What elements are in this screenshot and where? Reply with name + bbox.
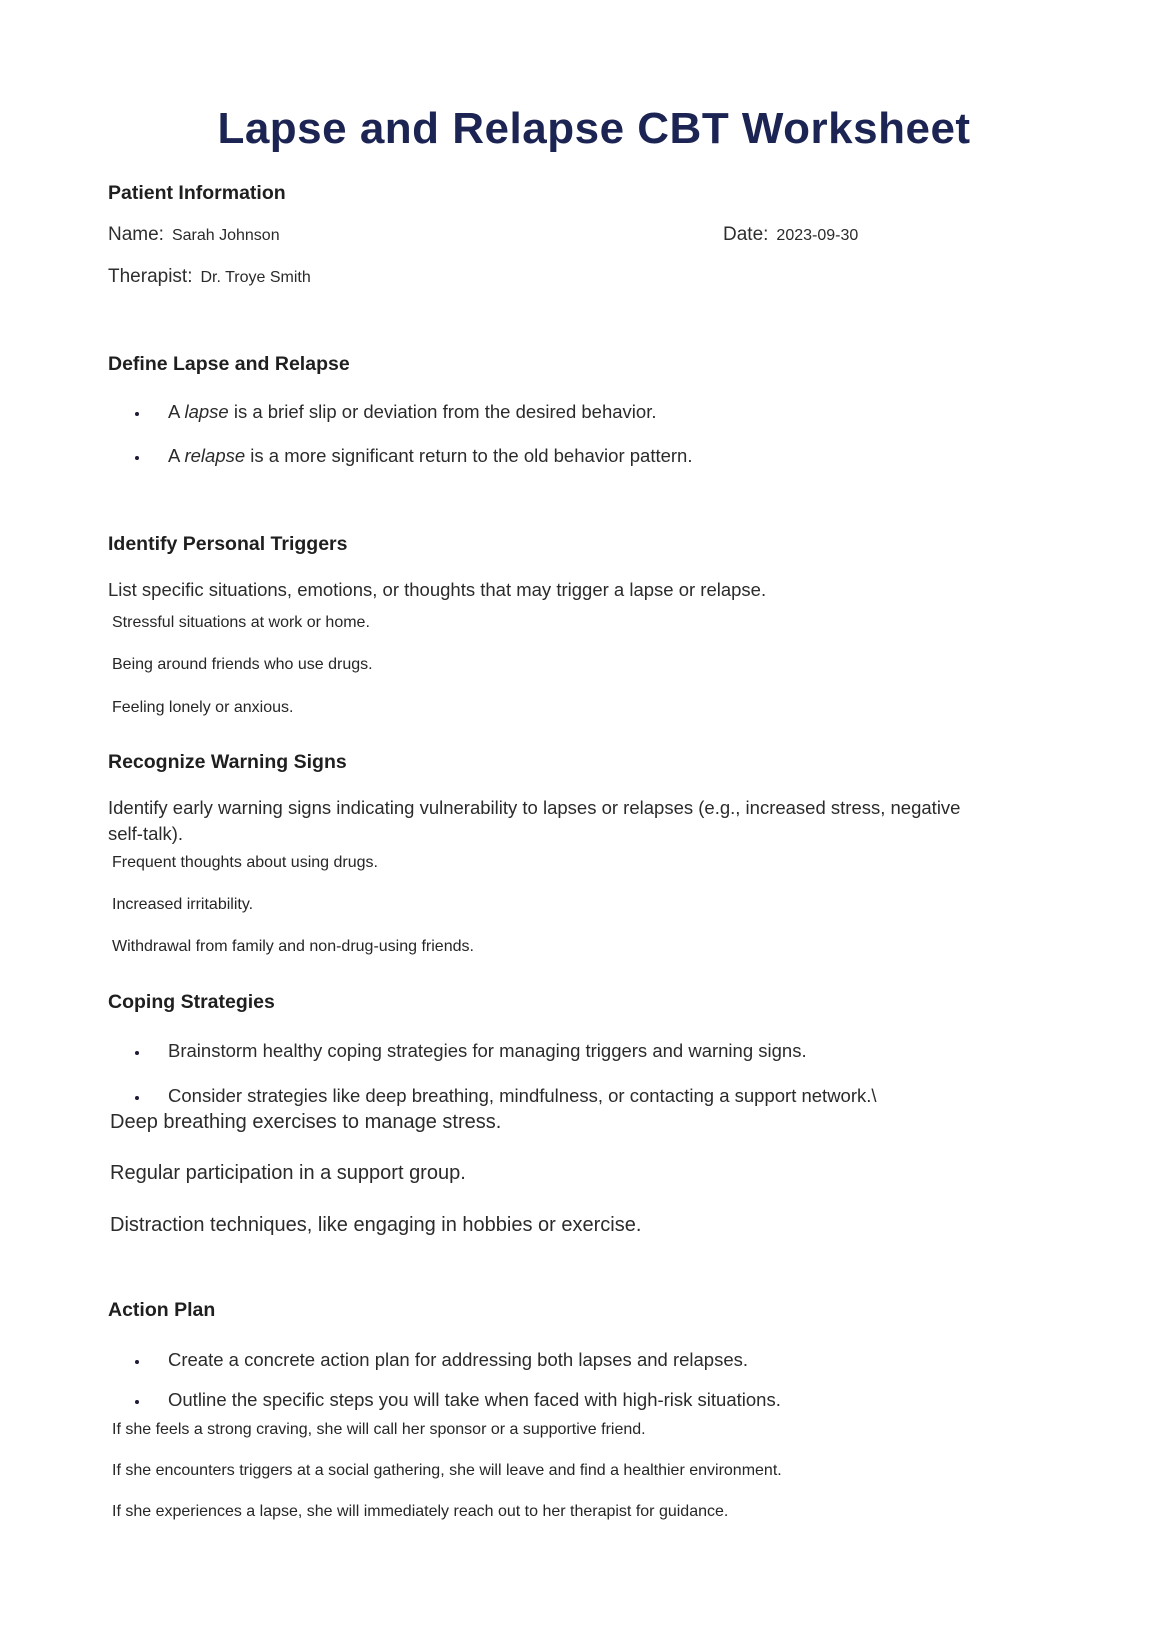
therapist-label: Therapist: — [108, 266, 193, 288]
coping-strategies-heading: Coping Strategies — [108, 990, 275, 1013]
name-value: Sarah Johnson — [171, 227, 280, 245]
action-plan-bullet-list — [108, 1349, 1080, 1411]
bullet-text: is a more significant return to the old behavior pattern. — [245, 444, 693, 466]
define-bullet-list — [108, 401, 1080, 467]
patient-info-heading: Patient Information — [108, 182, 286, 205]
warning-answer: Withdrawal from family and non-drug-using friends. — [112, 937, 474, 955]
bullet-italic-term: lapse — [184, 400, 229, 422]
warning-signs-heading: Recognize Warning Signs — [108, 751, 347, 774]
name-date-row — [108, 224, 1080, 246]
define-heading: Define Lapse and Relapse — [108, 352, 350, 375]
coping-answer: Distraction techniques, like engaging in hobbies or exercise. — [110, 1213, 642, 1236]
warning-answer: Increased irritability. — [112, 896, 254, 914]
bullet-text: A — [168, 444, 185, 466]
warning-signs-instruction: Identify early warning signs indicating vulnerability to lapses or relapses (e.g., increased stress, negative self-talk). — [108, 797, 961, 845]
triggers-instruction: List specific situations, emotions, or thoughts that may trigger a lapse or relapse. — [108, 578, 767, 600]
coping-answer: Deep breathing exercises to manage stress. — [110, 1110, 502, 1133]
action-plan-heading: Action Plan — [108, 1299, 216, 1322]
coping-strategies-section — [108, 991, 1080, 1237]
trigger-answer: Feeling lonely or anxious. — [112, 699, 294, 717]
coping-bullet-list — [108, 1040, 1080, 1107]
therapist-value: Dr. Troye Smith — [200, 269, 311, 287]
action-plan-answer: If she experiences a lapse, she will immediately reach out to her therapist for guidance. — [112, 1502, 729, 1520]
triggers-section — [108, 533, 1080, 719]
patient-info-section — [108, 182, 1080, 288]
page-title: Lapse and Relapse CBT Worksheet — [217, 104, 971, 153]
bullet-italic-term: relapse — [184, 444, 246, 466]
date-value: 2023-09-30 — [776, 227, 859, 245]
coping-answer: Regular participation in a support group. — [110, 1162, 466, 1185]
define-bullet-lapse — [150, 401, 1080, 423]
coping-bullet: • Brainstorm healthy coping strategies for managing triggers and warning signs. — [150, 1040, 1080, 1062]
warning-signs-section — [108, 751, 1080, 957]
name-field — [108, 224, 280, 246]
trigger-answer: Stressful situations at work or home. — [112, 613, 370, 631]
action-plan-bullet: • Outline the specific steps you will take when faced with high-risk situations. — [150, 1389, 1080, 1411]
triggers-heading: Identify Personal Triggers — [108, 532, 348, 555]
coping-bullet: • Consider strategies like deep breathing, mindfulness, or contacting a support network.\ — [150, 1085, 1080, 1107]
action-plan-answer: If she feels a strong craving, she will call her sponsor or a supportive friend. — [112, 1420, 646, 1438]
date-field — [723, 224, 858, 246]
name-label: Name: — [108, 224, 164, 246]
action-plan-bullet: • Create a concrete action plan for addressing both lapses and relapses. — [150, 1349, 1080, 1371]
define-section — [108, 353, 1080, 467]
action-plan-section — [108, 1299, 1080, 1521]
bullet-text: A — [168, 400, 185, 422]
therapist-field — [108, 266, 311, 288]
warning-answer: Frequent thoughts about using drugs. — [112, 854, 378, 872]
therapist-row — [108, 266, 1080, 288]
action-plan-answer: If she encounters triggers at a social gathering, she will leave and find a healthier environment. — [112, 1461, 782, 1479]
bullet-text: is a brief slip or deviation from the desired behavior. — [228, 400, 657, 422]
define-bullet-relapse — [150, 445, 1080, 467]
trigger-answer: Being around friends who use drugs. — [112, 656, 373, 674]
date-label: Date: — [723, 224, 769, 246]
